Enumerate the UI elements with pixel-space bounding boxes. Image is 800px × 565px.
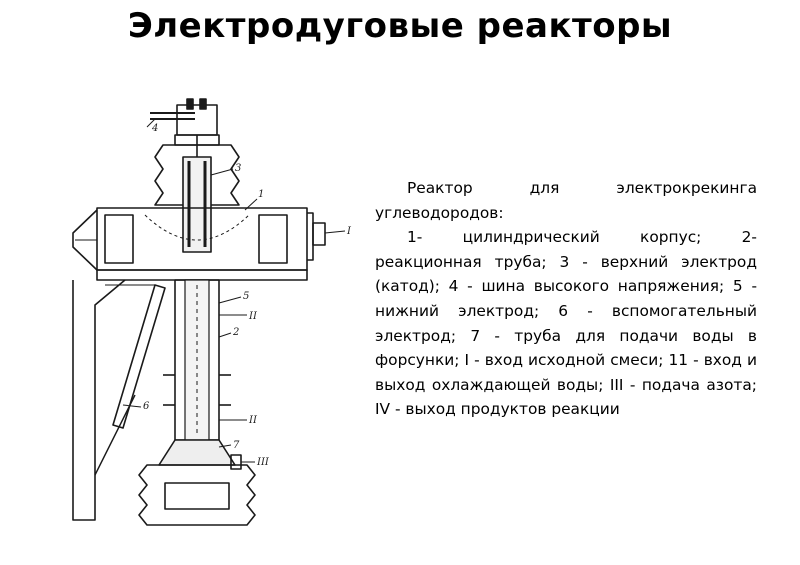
reactor-diagram bbox=[55, 95, 365, 535]
label-2: 2 bbox=[233, 327, 240, 338]
label-6: 6 bbox=[143, 401, 150, 412]
label-5: 5 bbox=[243, 291, 250, 302]
upper-electrode bbox=[183, 135, 233, 252]
inlet-pipe-I bbox=[313, 223, 345, 245]
label-4: 4 bbox=[152, 123, 159, 134]
label-3: 3 bbox=[235, 163, 242, 174]
page-title: Электродуговые реакторы bbox=[127, 6, 673, 46]
label-I: I bbox=[347, 226, 351, 237]
quench-chamber bbox=[139, 465, 255, 525]
label-1: 1 bbox=[258, 189, 265, 200]
label-III: III bbox=[257, 457, 269, 468]
label-II-upper: II bbox=[249, 311, 257, 322]
auxiliary-electrode bbox=[95, 285, 165, 475]
label-7: 7 bbox=[233, 440, 240, 451]
caption-heading: Реактор для электрокрекинга углеводородов: bbox=[375, 179, 757, 222]
reaction-tube bbox=[163, 280, 231, 440]
caption-legend: 1- цилиндрический корпус; 2- реакционная труба; 3 - верхний электрод (катод); 4 - шина высокого напряжения; 5 - нижний электрод; 6 - вспомогательный электрод; 7 - труба для подачи воды в форсунки; I - вход исходной смеси; 11 - вход и выход охлаждающей воды; III - подача азота; IV - выход продуктов реакции bbox=[375, 228, 757, 419]
diagram-caption bbox=[375, 176, 757, 422]
label-II-lower: II bbox=[249, 415, 257, 426]
